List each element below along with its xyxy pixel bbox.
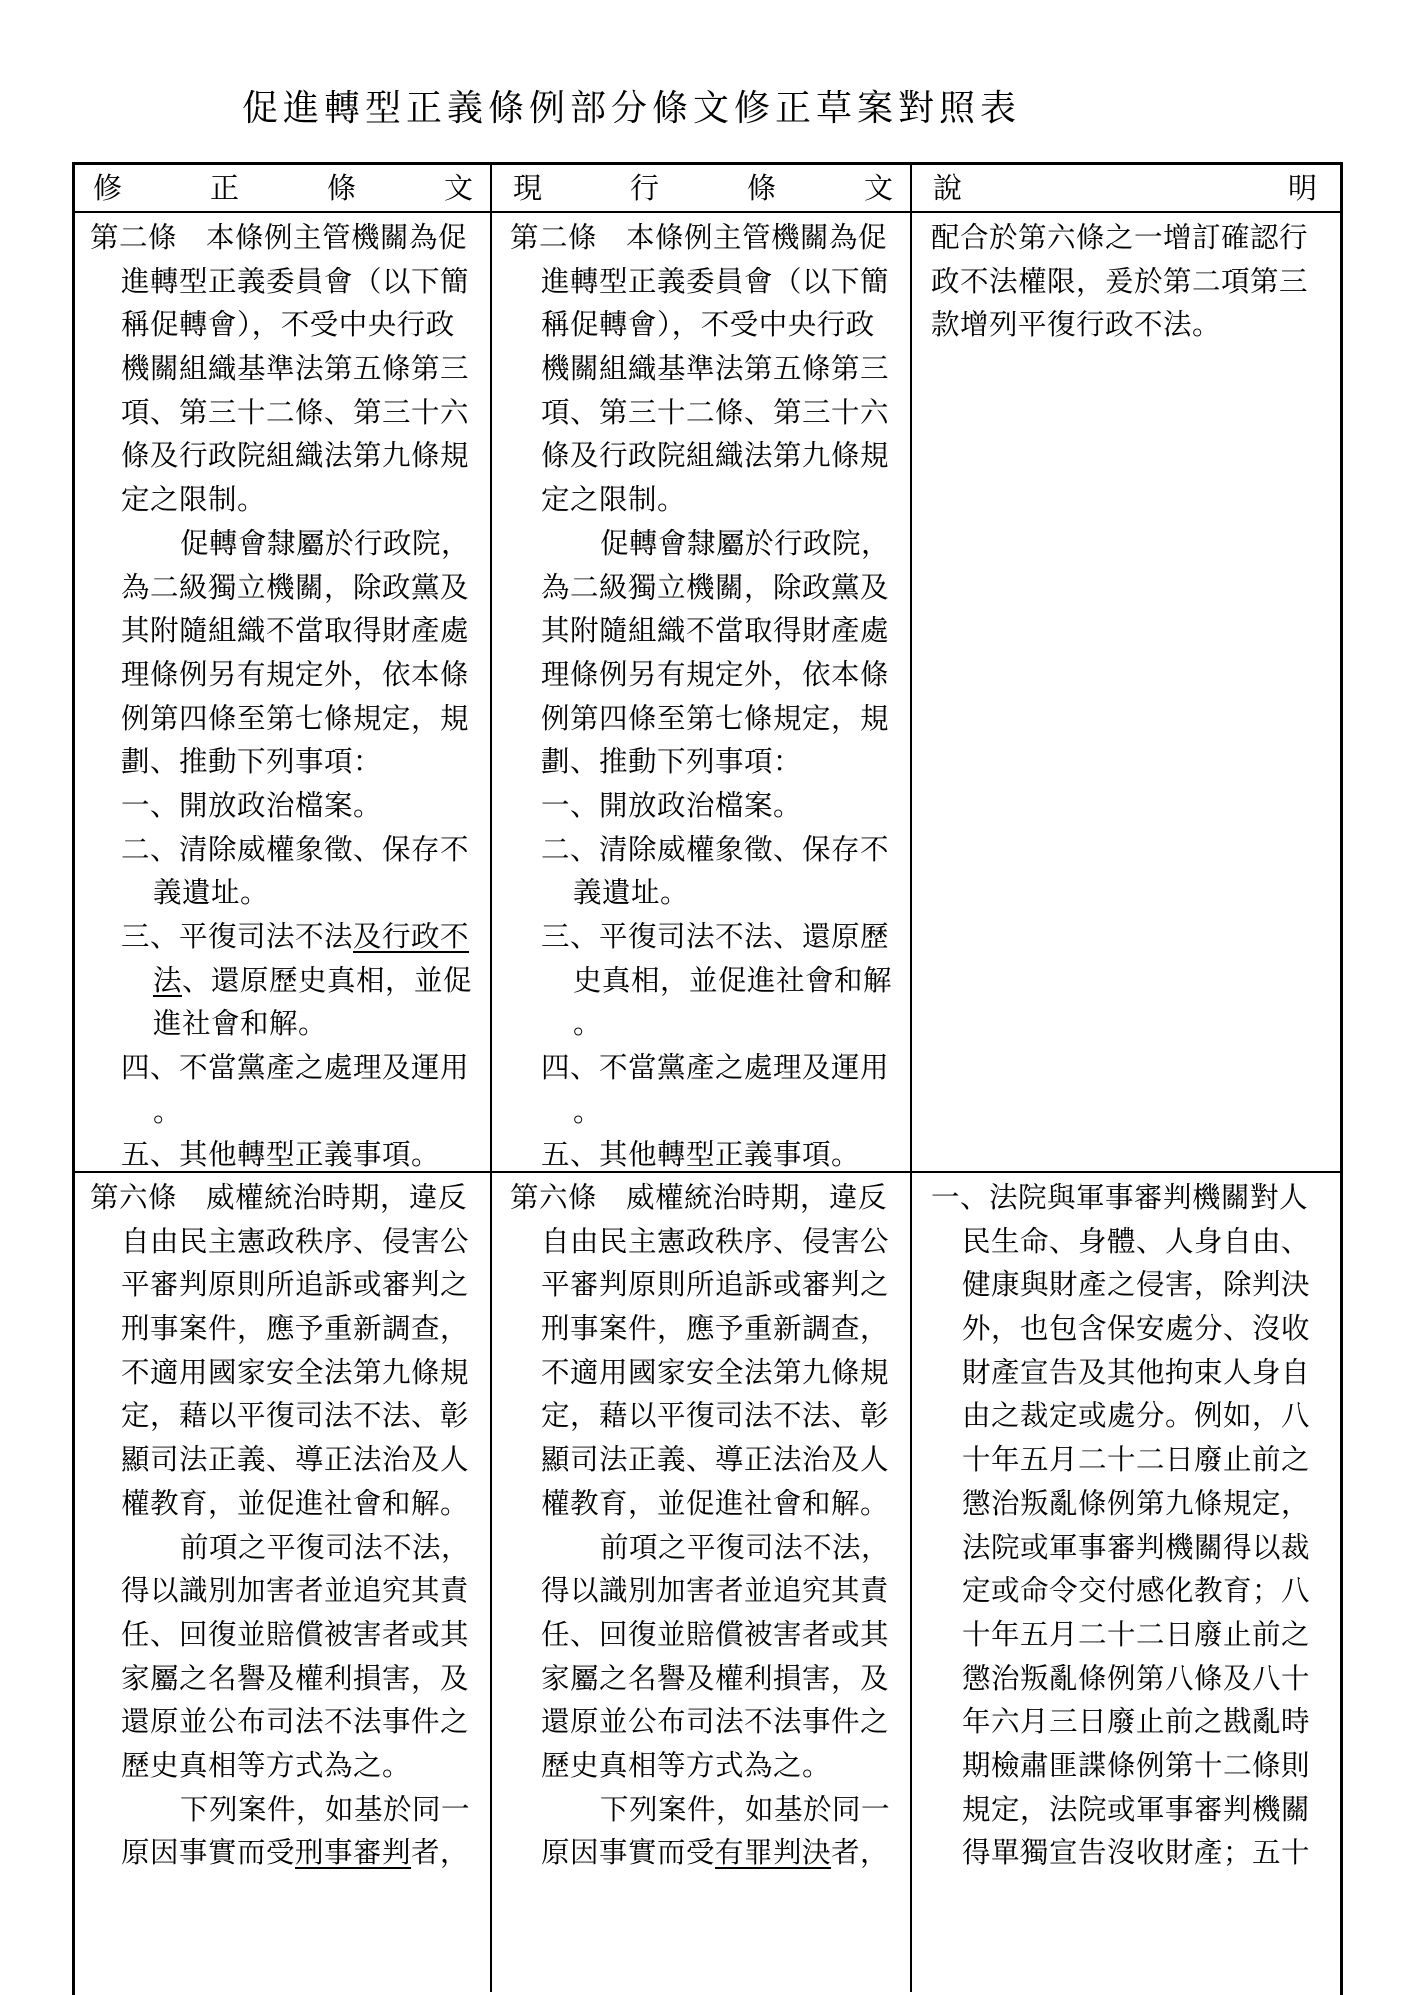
amended-text: 刑事審判 xyxy=(295,1836,412,1870)
text-line: 政不法權限，爰於第二項第三 xyxy=(931,264,1309,298)
header-notes xyxy=(933,166,1317,210)
text-line: 四、不當黨產之處理及運用 xyxy=(541,1051,890,1085)
text-line: 其附隨組織不當取得財產處 xyxy=(541,614,890,648)
header-char: 明 xyxy=(1287,171,1317,205)
text-line: 規定，法院或軍事審判機關 xyxy=(962,1792,1311,1826)
text-line: 促轉會隸屬於行政院， xyxy=(600,526,891,560)
text-line: 下列案件，如基於同一 xyxy=(180,1792,471,1826)
header-char: 文 xyxy=(443,171,473,205)
text-line xyxy=(510,1831,890,1875)
text-line: 五、其他轉型正義事項。 xyxy=(541,1138,861,1172)
column-divider xyxy=(490,162,492,1992)
text-line: 家屬之名譽及權利損害，及 xyxy=(121,1661,470,1695)
text-line: 不適用國家安全法第九條規 xyxy=(541,1355,890,1389)
text-run: 三、平復司法不法 xyxy=(121,920,354,953)
text-line: 進轉型正義委員會（以下簡 xyxy=(121,264,470,298)
text-line: 第二條 本條例主管機關為促 xyxy=(90,221,468,254)
header-char: 現 xyxy=(513,171,543,205)
text-line: 五、其他轉型正義事項。 xyxy=(121,1138,441,1172)
text-line: 權教育，並促進社會和解。 xyxy=(541,1486,890,1520)
text-line: 例第四條至第七條規定，規 xyxy=(541,701,890,735)
text-line: 平審判原則所追訴或審判之 xyxy=(541,1268,890,1302)
text-line: 任、回復並賠償被害者或其 xyxy=(541,1617,890,1651)
amended-text: 及行政不 xyxy=(353,920,470,953)
text-line: 義遺址。 xyxy=(153,876,270,910)
text-line: 理條例另有規定外，依本條 xyxy=(121,657,470,691)
header-char: 正 xyxy=(209,171,239,205)
text-line: 權教育，並促進社會和解。 xyxy=(121,1486,470,1520)
text-line: 例第四條至第七條規定，規 xyxy=(121,701,470,735)
text-line: 不適用國家安全法第九條規 xyxy=(121,1355,470,1389)
amended-text: 法 xyxy=(153,963,183,997)
text-line: 四、不當黨產之處理及運用 xyxy=(121,1051,470,1085)
text-line: 理條例另有規定外，依本條 xyxy=(541,657,890,691)
text-run: 原因事實而受 xyxy=(541,1836,716,1870)
text-line: 條及行政院組織法第九條規 xyxy=(541,439,890,473)
text-line: 懲治叛亂條例第八條及八十 xyxy=(962,1661,1311,1695)
text-line: 顯司法正義、導正法治及人 xyxy=(121,1443,470,1477)
header-char: 說 xyxy=(933,171,963,205)
text-line: 健康與財產之侵害，除判決 xyxy=(962,1268,1311,1302)
row-divider xyxy=(72,211,1340,213)
text-line: 史真相，並促進社會和解 xyxy=(573,963,893,997)
text-line: 自由民主憲政秩序、侵害公 xyxy=(121,1224,470,1258)
text-line: 二、清除威權象徵、保存不 xyxy=(541,832,890,866)
row2-current-cell xyxy=(510,1176,890,1875)
text-line: 期檢肅匪諜條例第十二條則 xyxy=(962,1748,1311,1782)
text-line: 歷史真相等方式為之。 xyxy=(541,1748,832,1782)
row2-notes-cell xyxy=(931,1176,1310,1875)
amended-text: 有罪判決 xyxy=(715,1836,832,1870)
text-line: 項、第三十二條、第三十六 xyxy=(121,395,470,429)
text-line: 懲治叛亂條例第九條規定， xyxy=(962,1486,1311,1520)
text-line: 進轉型正義委員會（以下簡 xyxy=(541,264,890,298)
row1-notes-cell xyxy=(931,216,1308,347)
text-line: 。 xyxy=(573,1007,603,1041)
text-line: 定之限制。 xyxy=(541,483,687,517)
header-char: 修 xyxy=(93,171,123,205)
text-line xyxy=(90,915,472,959)
text-line: 三、平復司法不法、還原歷 xyxy=(541,920,890,953)
text-line xyxy=(90,959,472,1003)
text-run: 原因事實而受 xyxy=(121,1836,296,1870)
text-line: 前項之平復司法不法， xyxy=(180,1530,471,1564)
text-line: 定之限制。 xyxy=(121,483,267,517)
row1-current-cell xyxy=(510,216,892,1177)
text-line: 為二級獨立機關，除政黨及 xyxy=(541,570,890,604)
text-line: 刑事案件，應予重新調查， xyxy=(541,1312,890,1346)
header-current xyxy=(513,166,893,210)
text-line: 一、法院與軍事審判機關對人 xyxy=(931,1181,1309,1214)
text-line: 機關組織基準法第五條第三 xyxy=(121,352,470,386)
text-line: 顯司法正義、導正法治及人 xyxy=(541,1443,890,1477)
text-line: 機關組織基準法第五條第三 xyxy=(541,352,890,386)
text-line: 定，藉以平復司法不法、彰 xyxy=(121,1399,470,1433)
text-line: 刑事案件，應予重新調查， xyxy=(121,1312,470,1346)
text-line: 二、清除威權象徵、保存不 xyxy=(121,832,470,866)
text-line: 民生命、身體、人身自由、 xyxy=(962,1224,1311,1258)
text-line: 第二條 本條例主管機關為促 xyxy=(510,221,888,254)
text-line: 定，藉以平復司法不法、彰 xyxy=(541,1399,890,1433)
header-char: 條 xyxy=(746,171,776,205)
text-line: 項、第三十二條、第三十六 xyxy=(541,395,890,429)
text-line: 年六月三日廢止前之戡亂時 xyxy=(962,1705,1311,1739)
text-line: 配合於第六條之一增訂確認行 xyxy=(931,221,1309,254)
text-line xyxy=(90,1831,470,1875)
text-run: 者， xyxy=(411,1836,470,1870)
text-line: 定或命令交付感化教育；八 xyxy=(962,1574,1311,1608)
text-line: 稱促轉會），不受中央行政 xyxy=(541,308,875,342)
text-line: 款增列平復行政不法。 xyxy=(931,308,1222,342)
header-char: 行 xyxy=(629,171,659,205)
text-line: 外，也包含保安處分、沒收 xyxy=(962,1312,1311,1346)
text-line: 家屬之名譽及權利損害，及 xyxy=(541,1661,890,1695)
text-line: 第六條 威權統治時期，違反 xyxy=(90,1181,468,1214)
text-line: 為二級獨立機關，除政黨及 xyxy=(121,570,470,604)
text-line: 劃、推動下列事項： xyxy=(541,745,803,779)
text-line: 一、開放政治檔案。 xyxy=(121,788,383,822)
text-line: 其附隨組織不當取得財產處 xyxy=(121,614,470,648)
text-line: 前項之平復司法不法， xyxy=(600,1530,891,1564)
row2-revised-cell xyxy=(90,1176,470,1875)
text-line: 得單獨宣告沒收財產；五十 xyxy=(962,1836,1311,1870)
text-run: 、還原歷史真相，並促 xyxy=(182,963,473,997)
text-line: 稱促轉會），不受中央行政 xyxy=(121,308,455,342)
text-line: 下列案件，如基於同一 xyxy=(600,1792,891,1826)
text-line: 條及行政院組織法第九條規 xyxy=(121,439,470,473)
text-line: 十年五月二十二日廢止前之 xyxy=(962,1617,1311,1651)
text-line: 得以識別加害者並追究其責 xyxy=(121,1574,470,1608)
page-title: 促進轉型正義條例部分條文修正草案對照表 xyxy=(241,88,1021,129)
header-char: 條 xyxy=(326,171,356,205)
text-line: 自由民主憲政秩序、侵害公 xyxy=(541,1224,890,1258)
text-line: 。 xyxy=(573,1094,603,1128)
text-line: 劃、推動下列事項： xyxy=(121,745,383,779)
text-line: 第六條 威權統治時期，違反 xyxy=(510,1181,888,1214)
text-line: 一、開放政治檔案。 xyxy=(541,788,803,822)
header-revised xyxy=(93,166,473,210)
text-line: 進社會和解。 xyxy=(153,1007,328,1041)
text-line: 任、回復並賠償被害者或其 xyxy=(121,1617,470,1651)
text-run: 者， xyxy=(831,1836,890,1870)
text-line: 由之裁定或處分。例如，八 xyxy=(962,1399,1311,1433)
text-line: 財產宣告及其他拘束人身自 xyxy=(962,1355,1311,1389)
text-line: 義遺址。 xyxy=(573,876,690,910)
text-line: 促轉會隸屬於行政院， xyxy=(180,526,471,560)
text-line: 。 xyxy=(153,1094,183,1128)
text-line: 法院或軍事審判機關得以裁 xyxy=(962,1530,1311,1564)
text-line: 平審判原則所追訴或審判之 xyxy=(121,1268,470,1302)
text-line: 十年五月二十二日廢止前之 xyxy=(962,1443,1311,1477)
header-char: 文 xyxy=(863,171,893,205)
column-divider xyxy=(910,162,912,1992)
text-line: 歷史真相等方式為之。 xyxy=(121,1748,412,1782)
text-line: 還原並公布司法不法事件之 xyxy=(541,1705,890,1739)
row1-revised-cell xyxy=(90,216,472,1177)
text-line: 得以識別加害者並追究其責 xyxy=(541,1574,890,1608)
text-line: 還原並公布司法不法事件之 xyxy=(121,1705,470,1739)
